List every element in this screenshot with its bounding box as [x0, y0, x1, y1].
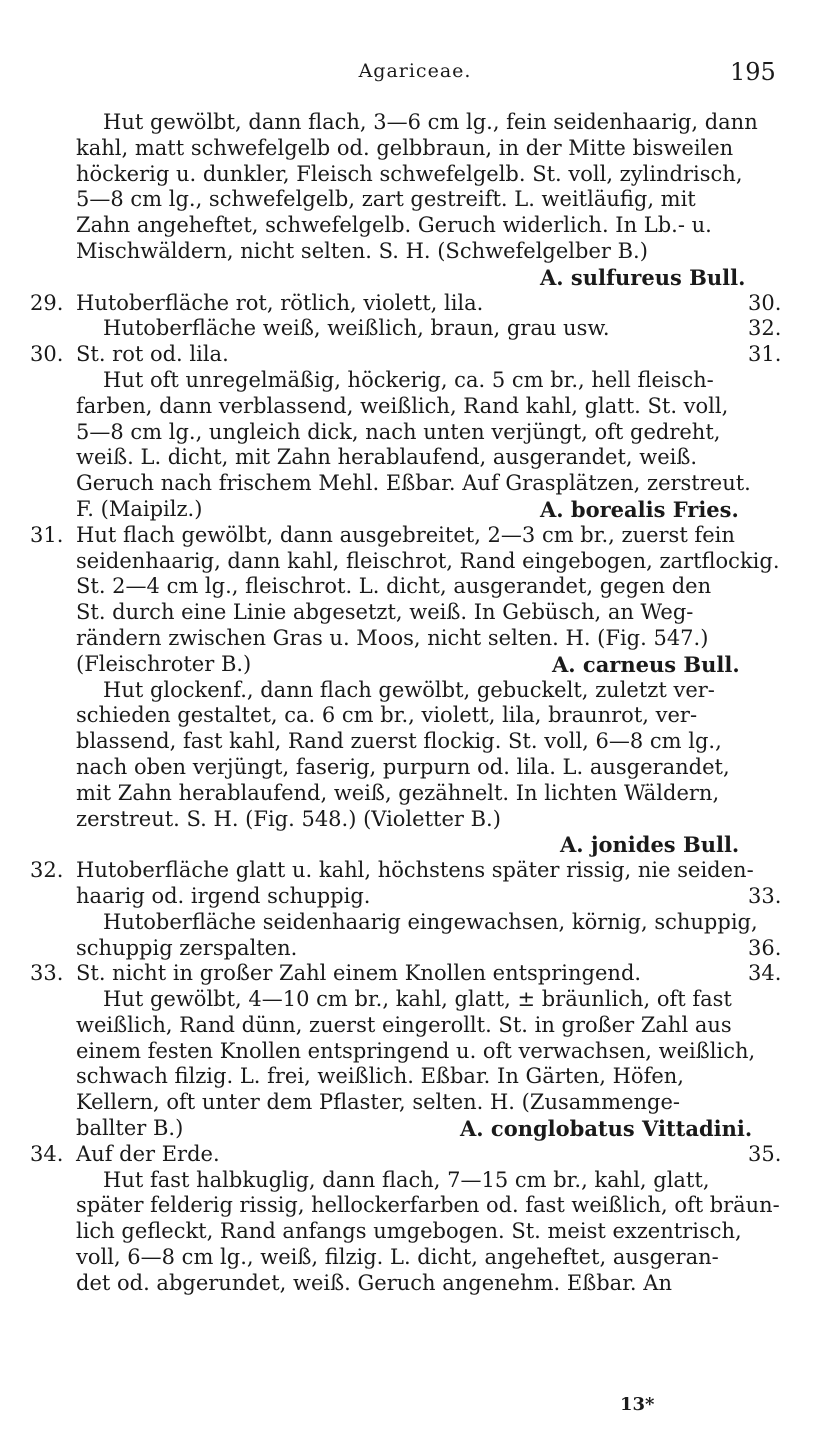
line-text: ballter B.)	[76, 1116, 184, 1141]
key-reference: 33.	[748, 883, 782, 908]
key-line	[0, 1142, 830, 1168]
text-line	[0, 1271, 830, 1297]
text-line	[0, 626, 830, 652]
text-line	[0, 910, 830, 936]
text-line	[0, 600, 830, 626]
line-text: Hutoberfläche rot, rötlich, violett, lila.	[76, 290, 484, 315]
line-text: 5—8 cm lg., schwefelgelb, zart gestreift. L. weitläufig, mit	[76, 187, 696, 212]
line-text: rändern zwischen Gras u. Moos, nicht selten. H. (Fig. 547.)	[76, 625, 709, 650]
signature-mark: 13*	[620, 1394, 655, 1415]
key-line	[0, 316, 830, 342]
species-name: A. conglobatus Vittadini.	[460, 1116, 753, 1142]
text-line	[0, 987, 830, 1013]
line-text: Hut glockenf., dann flach gewölbt, gebuckelt, zuletzt ver-	[103, 677, 715, 702]
key-reference: 35.	[748, 1141, 782, 1166]
text-line	[0, 703, 830, 729]
line-text: nach oben verjüngt, faserig, purpurn od. lila. L. ausgerandet,	[76, 754, 730, 779]
line-text: kahl, matt schwefelgelb od. gelbbraun, in der Mitte bisweilen	[76, 135, 734, 160]
page-number: 195	[730, 58, 776, 86]
line-text: lich gefleckt, Rand anfangs umgebogen. St. meist exzentrisch,	[76, 1219, 742, 1244]
text-line	[0, 807, 830, 833]
line-text: Auf der Erde.	[76, 1141, 220, 1166]
line-text: später felderig rissig, hellockerfarben od. fast weißlich, oft bräun-	[76, 1193, 780, 1218]
line-text: schieden gestaltet, ca. 6 cm br., violett, lila, braunrot, ver-	[76, 703, 698, 728]
text-line	[0, 471, 830, 497]
text-line	[0, 1168, 830, 1194]
line-text: St. rot od. lila.	[76, 342, 229, 367]
key-line	[0, 936, 830, 962]
text-line	[0, 549, 830, 575]
key-line	[0, 342, 830, 368]
species-name: A. jonides Bull.	[560, 832, 740, 858]
text-line	[0, 1064, 830, 1090]
key-reference: 30.	[748, 290, 782, 315]
key-line	[0, 884, 830, 910]
line-text: weiß. L. dicht, mit Zahn herablaufend, ausgerandet, weiß.	[76, 445, 698, 470]
text-line	[0, 1219, 830, 1245]
line-text: St. nicht in großer Zahl einem Knollen entspringend.	[76, 961, 642, 986]
line-text: Hutoberfläche weiß, weißlich, braun, grau usw.	[103, 316, 610, 341]
line-text: (Fleischroter B.)	[76, 651, 252, 676]
text-line	[0, 755, 830, 781]
text-line	[0, 652, 830, 678]
key-number: 31.	[30, 522, 64, 547]
text-line	[0, 1013, 830, 1039]
line-text: Hut fast halbkuglig, dann flach, 7—15 cm br., kahl, glatt,	[103, 1167, 710, 1192]
line-text: St. durch eine Linie abgesetzt, weiß. In Gebüsch, an Weg-	[76, 600, 694, 625]
text-line	[0, 394, 830, 420]
text-line	[0, 832, 830, 858]
line-text: Zahn angeheftet, schwefelgelb. Geruch widerlich. In Lb.- u.	[76, 213, 712, 238]
line-text: weißlich, Rand dünn, zuerst eingerollt. St. in großer Zahl aus	[76, 1012, 732, 1037]
text-line	[0, 729, 830, 755]
line-text: Kellern, oft unter dem Pflaster, selten. H. (Zusammenge-	[76, 1090, 681, 1115]
text-line	[0, 213, 830, 239]
key-reference: 31.	[748, 342, 782, 367]
key-number: 30.	[30, 342, 64, 367]
line-text: blassend, fast kahl, Rand zuerst flockig. St. voll, 6—8 cm lg.,	[76, 729, 722, 754]
text-line	[0, 162, 830, 188]
line-text: Hut oft unregelmäßig, höckerig, ca. 5 cm br., hell fleisch-	[103, 367, 714, 392]
line-text: Hutoberfläche glatt u. kahl, höchstens später rissig, nie seiden-	[76, 858, 754, 883]
key-number: 34.	[30, 1141, 64, 1166]
text-line	[0, 1193, 830, 1219]
running-header: Agariceae.	[358, 60, 472, 82]
species-name: A. sulfureus Bull.	[540, 264, 746, 290]
text-line	[0, 678, 830, 704]
key-line	[0, 291, 830, 317]
line-text: mit Zahn herablaufend, weiß, gezähnelt. In lichten Wäldern,	[76, 780, 720, 805]
line-text: 5—8 cm lg., ungleich dick, nach unten verjüngt, oft gedreht,	[76, 419, 721, 444]
key-line	[0, 858, 830, 884]
line-text: Mischwäldern, nicht selten. S. H. (Schwefelgelber B.)	[76, 238, 648, 263]
line-text: farben, dann verblassend, weißlich, Rand kahl, glatt. St. voll,	[76, 393, 729, 418]
text-line	[0, 1090, 830, 1116]
text-body	[0, 110, 830, 1297]
key-reference: 32.	[748, 316, 782, 341]
line-text: Geruch nach frischem Mehl. Eßbar. Auf Grasplätzen, zerstreut.	[76, 471, 751, 496]
text-line	[0, 574, 830, 600]
key-number: 32.	[30, 858, 64, 883]
text-line	[0, 445, 830, 471]
line-text: Hut gewölbt, 4—10 cm br., kahl, glatt, ± bräunlich, oft fast	[103, 987, 732, 1012]
line-text: Hut flach gewölbt, dann ausgebreitet, 2—3 cm br., zuerst fein	[76, 522, 735, 547]
text-line	[0, 1116, 830, 1142]
key-number: 33.	[30, 961, 64, 986]
text-line	[0, 368, 830, 394]
text-line	[0, 110, 830, 136]
line-text: voll, 6—8 cm lg., weiß, filzig. L. dicht, angeheftet, ausgeran-	[76, 1245, 719, 1270]
text-line	[0, 497, 830, 523]
line-text: einem festen Knollen entspringend u. oft verwachsen, weißlich,	[76, 1038, 756, 1063]
line-text: höckerig u. dunkler, Fleisch schwefelgelb. St. voll, zylindrisch,	[76, 161, 743, 186]
key-number: 29.	[30, 290, 64, 315]
line-text: F. (Maipilz.)	[76, 496, 203, 521]
text-line	[0, 1245, 830, 1271]
text-line	[0, 239, 830, 265]
line-text: seidenhaarig, dann kahl, fleischrot, Rand eingebogen, zartflockig.	[76, 548, 780, 573]
line-text: haarig od. irgend schuppig.	[76, 883, 371, 908]
line-text: Hut gewölbt, dann flach, 3—6 cm lg., fein seidenhaarig, dann	[103, 110, 758, 134]
line-text: St. 2—4 cm lg., fleischrot. L. dicht, ausgerandet, gegen den	[76, 574, 712, 599]
text-line	[0, 781, 830, 807]
key-line	[0, 523, 830, 549]
line-text: schuppig zerspalten.	[76, 935, 298, 960]
line-text: zerstreut. S. H. (Fig. 548.) (Violetter B.)	[76, 806, 501, 831]
text-line	[0, 187, 830, 213]
text-line	[0, 136, 830, 162]
species-name: A. borealis Fries.	[540, 496, 739, 522]
text-line	[0, 420, 830, 446]
key-reference: 36.	[748, 935, 782, 960]
key-reference: 34.	[748, 961, 782, 986]
species-name: A. carneus Bull.	[552, 651, 740, 677]
line-text: schwach filzig. L. frei, weißlich. Eßbar. In Gärten, Höfen,	[76, 1064, 684, 1089]
line-text: det od. abgerundet, weiß. Geruch angenehm. Eßbar. An	[76, 1270, 672, 1295]
text-line	[0, 265, 830, 291]
key-line	[0, 961, 830, 987]
line-text: Hutoberfläche seidenhaarig eingewachsen, körnig, schuppig,	[103, 909, 758, 934]
text-line	[0, 1039, 830, 1065]
